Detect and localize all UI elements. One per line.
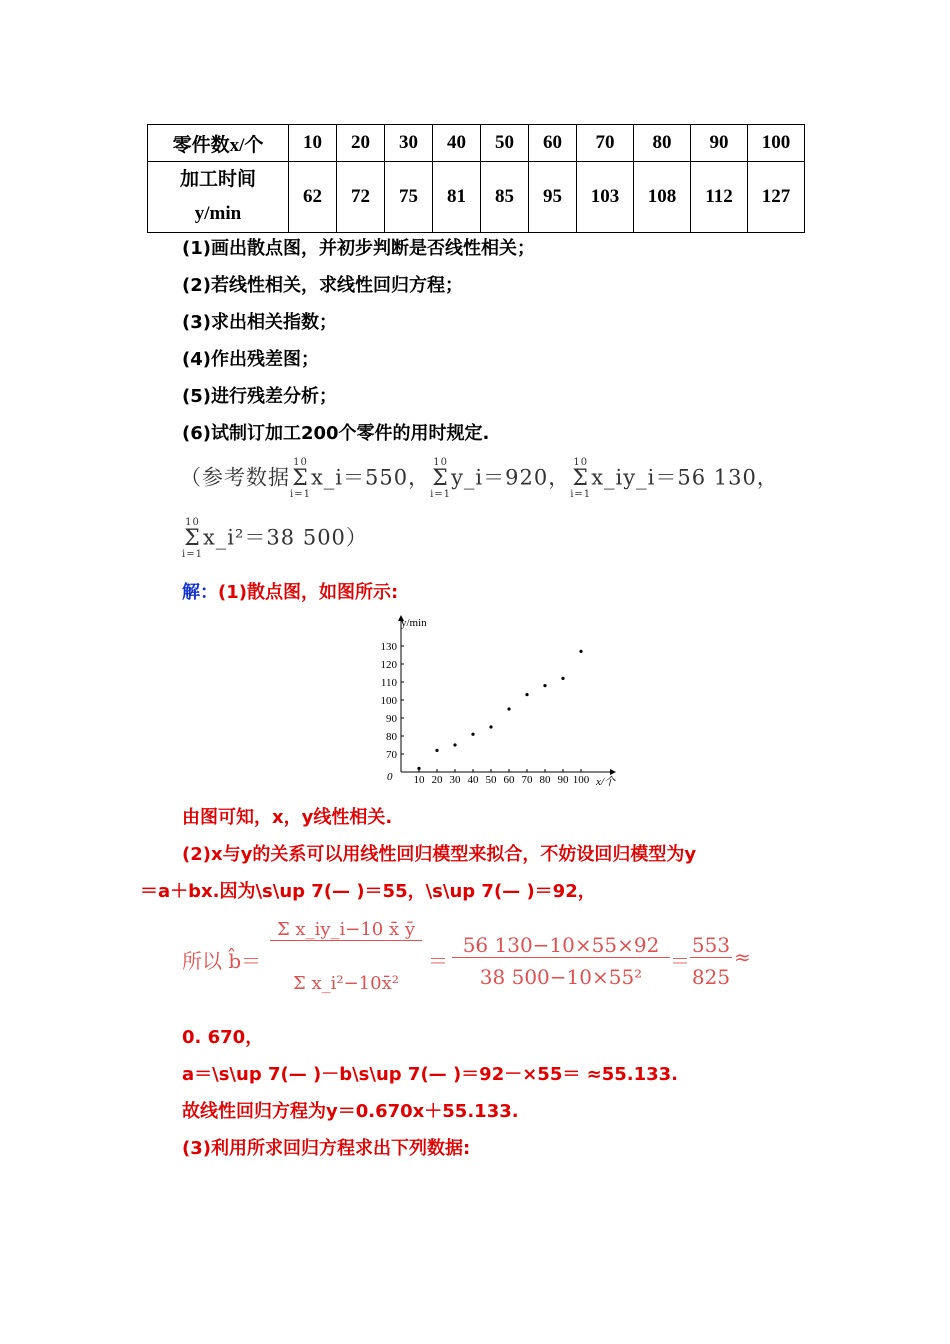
reference-term-3: x_iy_i＝56 130， xyxy=(591,465,779,490)
x-tick-label: 90 xyxy=(557,774,569,786)
table-cell: 112 xyxy=(691,162,748,233)
formula-mid-denominator: 38 500−10×55² xyxy=(479,965,643,989)
formula-mid-numerator: 56 130−10×55×92 xyxy=(452,933,670,958)
reference-term-4: x_i²＝38 500） xyxy=(202,525,368,550)
table-cell: 62 xyxy=(289,162,337,233)
x-tick-label: 40 xyxy=(467,774,479,786)
data-point xyxy=(471,733,474,736)
solution-line-d: 0. 670， xyxy=(182,1027,264,1048)
x-tick-label: 60 xyxy=(503,774,515,786)
data-table xyxy=(147,124,805,233)
sum-symbol: 10 Σ i=1 xyxy=(290,457,311,500)
formula-equals-2: ＝ xyxy=(670,949,690,973)
table-cell: 70 xyxy=(577,125,634,162)
solution-line-b: (2)x与y的关系可以用线性回归模型来拟合，不妨设回归模型为y xyxy=(182,844,697,865)
reference-term-1: x_i＝550， xyxy=(310,465,431,490)
x-tick-label: 80 xyxy=(539,774,551,786)
solution-header xyxy=(182,578,398,604)
y-tick-label: 120 xyxy=(380,659,397,671)
data-point xyxy=(579,650,582,653)
reference-data xyxy=(180,458,779,500)
table-cell: 50 xyxy=(481,125,529,162)
table-cell: 72 xyxy=(337,162,385,233)
data-point xyxy=(507,707,510,710)
table-cell: 108 xyxy=(634,162,691,233)
x-tick-label: 70 xyxy=(521,774,533,786)
table-cell: 90 xyxy=(691,125,748,162)
data-point xyxy=(525,693,528,696)
reference-open: （参考数据 xyxy=(180,465,290,490)
table-cell: 85 xyxy=(481,162,529,233)
table-cell: 80 xyxy=(634,125,691,162)
y-axis-label: y/min xyxy=(401,617,427,629)
solution-label: 解： xyxy=(182,582,218,603)
sum-symbol: 10 Σ i=1 xyxy=(570,457,592,500)
table-cell: 95 xyxy=(529,162,577,233)
y-tick-label: 110 xyxy=(380,677,397,689)
table-cell: 40 xyxy=(433,125,481,162)
x-tick-label: 10 xyxy=(413,774,425,786)
question-4: (4)作出残差图； xyxy=(182,349,319,370)
table-header-y-line1: 加工时间 xyxy=(179,169,256,190)
solution-line-g: (3)利用所求回归方程求出下列数据: xyxy=(182,1138,471,1159)
y-tick-label: 80 xyxy=(386,731,397,743)
x-axis-label: x/个 xyxy=(596,776,615,788)
formula-frac-denominator: 825 xyxy=(691,965,731,989)
question-1: (1)画出散点图，并初步判断是否线性相关； xyxy=(182,238,535,259)
table-cell: 10 xyxy=(289,125,337,162)
table-cell: 100 xyxy=(748,125,805,162)
data-point xyxy=(561,677,564,680)
solution-line-f: 故线性回归方程为y＝0.670x＋55.133. xyxy=(182,1101,519,1122)
solution-line-a: 由图可知，x，y线性相关. xyxy=(182,807,393,828)
table-header-y xyxy=(148,162,289,233)
question-2: (2)若线性相关，求线性回归方程； xyxy=(182,275,463,296)
table-cell: 60 xyxy=(529,125,577,162)
formula-approx: ≈ xyxy=(734,945,751,969)
data-points xyxy=(417,650,582,770)
data-point xyxy=(435,749,438,752)
table-header-x: 零件数x/个 xyxy=(148,125,289,162)
x-tick-label: 50 xyxy=(485,774,497,786)
table-cell: 20 xyxy=(337,125,385,162)
question-6: (6)试制订加工200个零件的用时规定. xyxy=(182,423,490,444)
x-tick-label: 100 xyxy=(572,774,590,786)
sum-symbol: 10 Σ i=1 xyxy=(430,457,452,500)
y-ticks xyxy=(381,641,405,761)
formula-equals: ＝ xyxy=(428,949,448,973)
table-cell: 103 xyxy=(577,162,634,233)
table-cell: 75 xyxy=(385,162,433,233)
data-point xyxy=(489,725,492,728)
solution-part1: (1)散点图，如图所示: xyxy=(218,582,399,603)
formula-numerator: Σ x_iy_i−10 x̄ ȳ xyxy=(270,919,422,941)
table-cell: 127 xyxy=(748,162,805,233)
sum-symbol: 10 Σ i=1 xyxy=(182,517,203,560)
question-3: (3)求出相关指数； xyxy=(182,312,337,333)
table-cell: 81 xyxy=(433,162,481,233)
data-point xyxy=(453,743,456,746)
data-point xyxy=(543,684,546,687)
formula-prefix: 所以 b̂＝ xyxy=(182,949,262,973)
y-tick-label: 130 xyxy=(380,641,397,653)
formula-denominator: Σ x_i²−10x̄² xyxy=(293,973,399,994)
y-tick-label: 70 xyxy=(386,749,397,761)
reference-term-2: y_i＝920， xyxy=(451,465,571,490)
table-cell: 30 xyxy=(385,125,433,162)
x-axis-arrow xyxy=(610,769,616,775)
slope-formula xyxy=(182,915,782,1010)
table-row xyxy=(148,125,805,162)
y-tick-label: 100 xyxy=(380,695,397,707)
data-point xyxy=(417,767,420,770)
table-row xyxy=(148,162,805,233)
scatter-chart xyxy=(370,612,630,792)
y-tick-label: 90 xyxy=(386,713,397,725)
solution-line-e: a＝\s\up 7(— )－b\s\up 7(— )＝92－×55＝ ≈55.133. xyxy=(182,1064,679,1085)
x-tick-label: 30 xyxy=(449,774,461,786)
reference-data-line2 xyxy=(182,518,368,560)
formula-frac-numerator: 553 xyxy=(691,933,731,957)
origin-label: 0 xyxy=(387,771,393,783)
table-header-y-line2: y/min xyxy=(194,203,242,224)
x-tick-label: 20 xyxy=(431,774,443,786)
solution-line-c: ＝a＋bx.因为\s\up 7(— )＝55，\s\up 7(— )＝92， xyxy=(140,881,596,902)
question-5: (5)进行残差分析； xyxy=(182,386,337,407)
